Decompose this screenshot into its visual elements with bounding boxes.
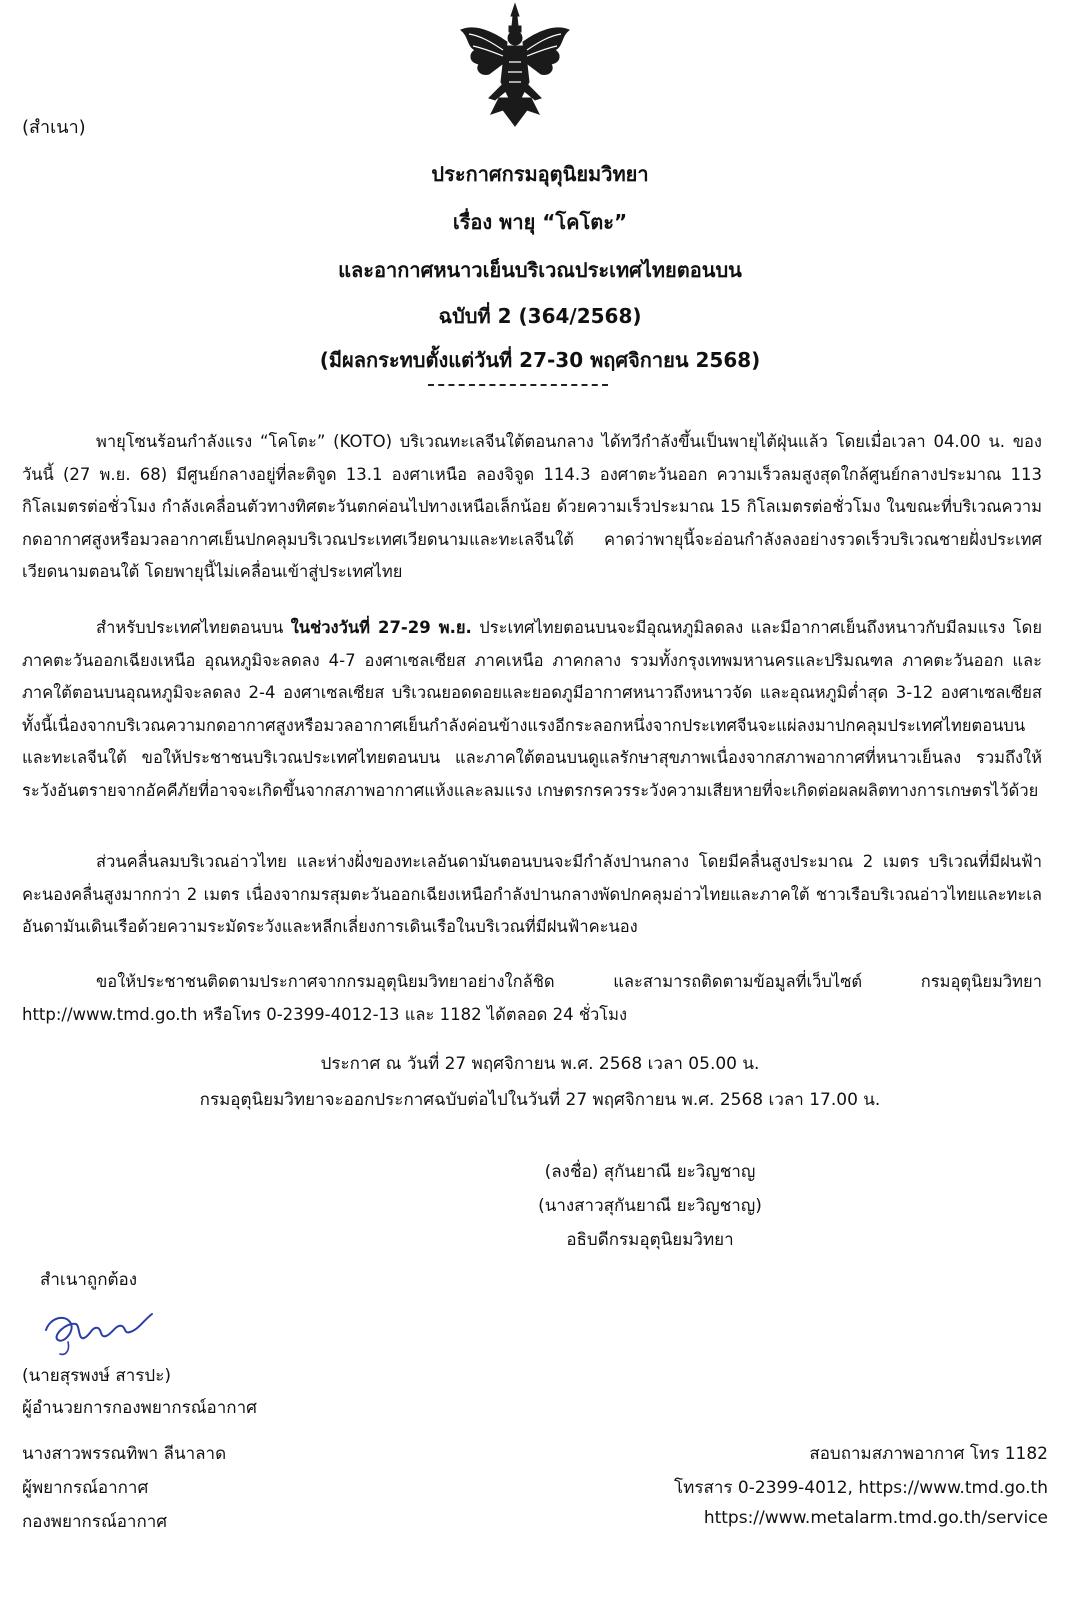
paragraph-follow-text: ขอให้ประชาชนติดตามประกาศจากกรมอุตุนิยมวิทยาอย่างใกล้ชิด และสามารถติดตามข้อมูลที่เว็บไซต์ กรมอุตุนิยมวิทยา http://www.tmd.go.th หรือโทร 0-2399-4012-13 และ 1182 ได้ตลอด 24 ชั่วโมง xyxy=(22,972,1042,1024)
certify-name: (นายสุรพงษ์ สารปะ) xyxy=(22,1366,171,1386)
announcement-subject-2: และอากาศหนาวเย็นบริเวณประเทศไทยตอนบน xyxy=(338,258,742,282)
paragraph-storm xyxy=(22,426,1042,589)
next-issue-date: กรมอุตุนิยมวิทยาจะออกประกาศฉบับต่อไปในวันที่ 27 พฤศจิกายน พ.ศ. 2568 เวลา 17.00 น. xyxy=(199,1090,881,1110)
signatory-signed: (ลงชื่อ) สุกันยาณี ยะวิญชาญ xyxy=(544,1162,756,1182)
paragraph-cold-dates: ในช่วงวันที่ 27-29 พ.ย. xyxy=(290,618,472,637)
paragraph-cold xyxy=(22,612,1042,807)
announcement-title: ประกาศกรมอุตุนิยมวิทยา xyxy=(431,162,649,186)
paragraph-storm-text: พายุโซนร้อนกำลังแรง “โคโตะ” (KOTO) บริเวณทะเลจีนใต้ตอนกลาง ได้ทวีกำลังขึ้นเป็นพายุไต้ฝุ่นแล้ว โดยเมื่อเวลา 04.00 น. ของวันนี้ (27 พ.ย. 68) มีศูนย์กลางอยู่ที่ละติจูด 13.1 องศาเหนือ ลองจิจูด 114.3 องศาตะวันออก ความเร็วลมสูงสุดใกล้ศูนย์กลางประมาณ 113 กิโลเมตรต่อชั่วโมง กำลังเคลื่อนตัวทางทิศตะวันตกค่อนไปทางเหนือเล็กน้อย ด้วยความเร็วประมาณ 15 กิโลเมตรต่อชั่วโมง ในขณะที่บริเวณความกดอากาศสูงหรือมวลอากาศเย็นปกคลุมบริเวณประเทศเวียดนามและทะเลจีนใต้ คาดว่าพายุนี้จะอ่อนกำลังลงอย่างรวดเร็วบริเวณชายฝั่งประเทศเวียดนามตอนใต้ โดยพายุนี้ไม่เคลื่อนเข้าสู่ประเทศไทย xyxy=(22,432,1042,581)
certify-position: ผู้อำนวยการกองพยากรณ์อากาศ xyxy=(22,1398,257,1418)
contact-phone: สอบถามสภาพอากาศ โทร 1182 xyxy=(809,1444,1048,1464)
signatory-position: อธิบดีกรมอุตุนิยมวิทยา xyxy=(566,1230,734,1250)
paragraph-follow xyxy=(22,966,1042,1031)
signatory-name: (นางสาวสุกันยาณี ยะวิญชาญ) xyxy=(538,1196,762,1216)
paragraph-cold-text: ประเทศไทยตอนบนจะมีอุณหภูมิลดลง และมีอากาศเย็นถึงหนาวกับมีลมแรง โดยภาคตะวันออกเฉียงเหนือ อุณหภูมิจะลดลง 4-7 องศาเซลเซียส ภาคเหนือ ภาคกลาง รวมทั้งกรุงเทพมหานครและปริมณฑล ภาคตะวันออก และภาคใต้ตอนบนอุณหภูมิจะลดลง 2-4 องศาเซลเซียส บริเวณยอดดอยและยอดภูมีอากาศหนาวถึงหนาวจัด และอุณหภูมิต่ำสุด 3-12 องศาเซลเซียส ทั้งนี้เนื่องจากบริเวณความกดอากาศสูงหรือมวลอากาศเย็นกำลังค่อนข้างแรงอีกระลอกหนึ่งจากประเทศจีนจะแผ่ลงมาปกคลุมประเทศไทยตอนบน และทะเลจีนใต้ ขอให้ประชาชนบริเวณประเทศไทยตอนบน และภาคใต้ตอนบนดูแลรักษาสุขภาพเนื่องจากสภาพอากาศที่หนาวเย็นลง รวมถึงให้ระวังอันตรายจากอัคคีภัยที่อาจจะเกิดขึ้นจากสภาพอากาศแห้งและลมแรง เกษตรกรควรระวังความเสียหายที่จะเกิดต่อผลผลิตทางการเกษตรไว้ด้วย xyxy=(22,618,1042,800)
forecaster-division: กองพยากรณ์อากาศ xyxy=(22,1512,168,1532)
certify-label: สำเนาถูกต้อง xyxy=(40,1270,138,1290)
copy-label: (สำเนา) xyxy=(22,117,86,138)
contact-url[interactable]: https://www.metalarm.tmd.go.th/service xyxy=(703,1508,1048,1528)
title-divider xyxy=(428,384,608,386)
forecaster-role: ผู้พยากรณ์อากาศ xyxy=(22,1478,149,1498)
paragraph-waves xyxy=(22,846,1042,944)
paragraph-waves-text: ส่วนคลื่นลมบริเวณอ่าวไทย และห่างฝั่งของทะเลอันดามันตอนบนจะมีกำลังปานกลาง โดยมีคลื่นสูงประมาณ 2 เมตร บริเวณที่มีฝนฟ้าคะนองคลื่นสูงมากกว่า 2 เมตร เนื่องจากมรสุมตะวันออกเฉียงเหนือกำลังปานกลางพัดปกคลุมอ่าวไทยและภาคใต้ ชาวเรือบริเวณอ่าวไทยและทะเลอันดามันเดินเรือด้วยความระมัดระวังและหลีกเลี่ยงการเดินเรือในบริเวณที่มีฝนฟ้าคะนอง xyxy=(22,852,1042,936)
announcement-issue: ฉบับที่ 2 (364/2568) xyxy=(438,304,642,328)
contact-fax[interactable]: โทรสาร 0-2399-4012, https://www.tmd.go.th xyxy=(674,1478,1048,1498)
handwritten-signature xyxy=(40,1300,160,1358)
paragraph-cold-lead: สำหรับประเทศไทยตอนบน xyxy=(96,618,291,637)
announcement-subject: เรื่อง พายุ “โคโตะ” xyxy=(452,210,628,234)
announcement-effect: (มีผลกระทบตั้งแต่วันที่ 27-30 พฤศจิกายน 2568) xyxy=(319,348,761,372)
issued-date: ประกาศ ณ วันที่ 27 พฤศจิกายน พ.ศ. 2568 เวลา 05.00 น. xyxy=(320,1054,760,1074)
forecaster-name: นางสาวพรรณทิพา ลีนาลาด xyxy=(22,1444,227,1464)
garuda-emblem-icon xyxy=(455,2,575,130)
